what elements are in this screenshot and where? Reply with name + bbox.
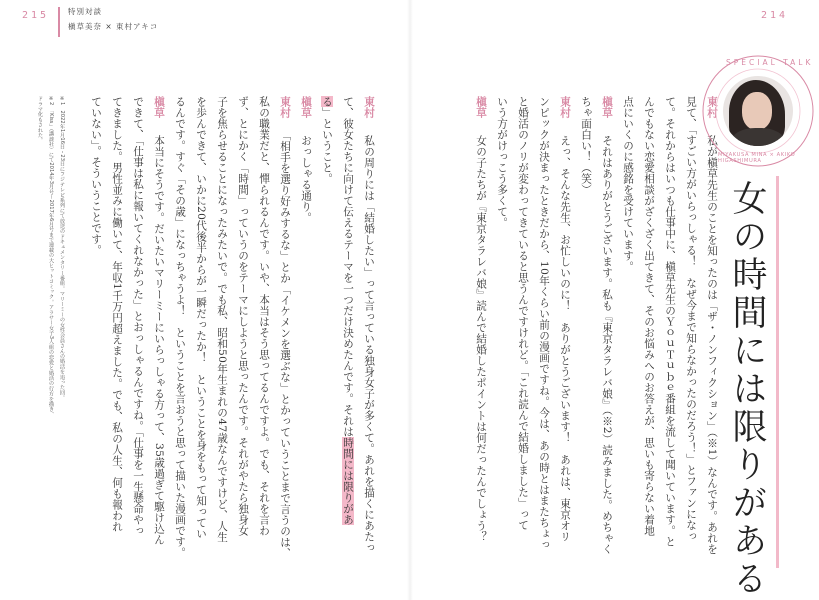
- page-number-right: 214: [761, 10, 789, 21]
- dialogue-line: て、彼女たちに向けて伝えるテーマを一つだけ決めたんです。それは時間には限りがあ: [342, 96, 354, 525]
- badge-names: MIYAKUSA MINA × AKIKO HIGASHIMURA: [718, 152, 796, 164]
- title-accent-rule: [776, 176, 779, 568]
- dialogue-line: を歩んできて、いかに20代後半からが一瞬だったか！ ということを身をもって知ってい: [195, 96, 207, 540]
- page-number-left: 215: [22, 10, 50, 21]
- speaker-label: 東村: [706, 96, 718, 118]
- dialogue-line: できて、「仕事は私に報いてくれなかった」とおっしゃるんですね。「仕事を一生懸命やっ: [132, 96, 144, 537]
- highlighted-phrase: る: [321, 96, 333, 107]
- speaker-label: 東村: [279, 96, 291, 118]
- dialogue-line: ンピックが決まったときだから、10年くらい前の漫画ですね。今は、あの時とはまたちょっ: [538, 96, 550, 551]
- dialogue-line: いう方がけっこう多くて。: [496, 96, 508, 228]
- dialogue-line: 槇草 女の子たちが『東京タラレバ娘』読んで結婚したポイントは何だったんでしょう？: [470, 96, 491, 554]
- photo-shirt: [731, 128, 785, 146]
- special-talk-badge: [699, 52, 817, 170]
- speaker-label: 東村: [559, 96, 571, 118]
- dialogue-line: 東村 私が槇草先生のことを知ったのは「ザ・ノンフィクション」（※1）なんです。あれを: [701, 96, 722, 554]
- dialogue-line: 槇草 それはありがとうございます。私も『東京タラレバ娘』（※2）読みました。めちゃく: [596, 96, 617, 554]
- dialogue-line: ず、とにかく「時間」っていうのをテーマにしようと思ったんです。それがやたら独身女: [237, 96, 249, 536]
- running-head-bar: [58, 7, 60, 37]
- speaker-label: 槇草: [153, 96, 165, 118]
- dialogue-line: る」ということ。: [321, 96, 333, 184]
- dialogue-line: ちゃ面白い！（笑）: [580, 96, 592, 195]
- footnote: ※1 2022年1月16日・23日にフジテレビ系列にて放送のドキュメンタリー番組。マリーミーの女性会員さんの婚活を追った回。: [59, 96, 65, 401]
- article-title: 女の時間には限りがある: [727, 180, 767, 598]
- highlighted-phrase: 時間には限りがあ: [342, 437, 354, 525]
- dialogue-line: 槇草 本当にそうです。だいたいマリーミーにいらっしゃる方って、35歳過ぎて駆け込ん: [148, 96, 169, 554]
- dialogue-line: てきました。男性並みに働いて、年収1千万円超えました。でも、私の人生、何も報われ: [111, 96, 123, 533]
- right-page-body: [470, 96, 722, 554]
- dialogue-line: 槇草 おっしゃる通り。: [295, 96, 316, 554]
- dialogue-line: 子を焦らせることになったみたいで。でも私、昭和50年生まれの47歳なんですけど、人生: [216, 96, 228, 543]
- running-head-title: 特別対談: [68, 7, 102, 16]
- dialogue-line: 私の職業だと、憚られるんです。いや、本当はそう思ってるんですよ。でも、それを言わ: [258, 96, 270, 536]
- footnote: ドラマ化もされた。: [37, 96, 43, 143]
- dialogue-line: 東村 「相手を選り好みするな」とか「イケメンを選ぶな」とかっていうことまで言うのは、: [274, 96, 295, 554]
- portrait-photo-icon: [723, 76, 793, 146]
- left-page-body: [85, 96, 379, 559]
- speaker-label: 槇草: [300, 96, 312, 118]
- dialogue-line: ていない」。そういうことです。: [90, 96, 102, 256]
- page-gutter: [407, 0, 413, 600]
- dialogue-line: んでもない恋愛相談がざくざく出てきて、そのお悩みへのお答えが、思いも寄らない着地: [643, 96, 655, 536]
- dialogue-line: 見て、「すごい方がいらっしゃる！ なぜ今まで知らなかったのだろう！」とファンになっ: [685, 96, 697, 542]
- dialogue-line: 東村 私の周りには「結婚したい」って言っている独身女子が多くて。あれを描くにあたっ: [358, 96, 379, 554]
- dialogue-line: て。それからはいつも仕事中に、槇草先生のＹｏｕＴｕｂｅ番組を流して聞いています。と: [664, 96, 676, 547]
- footnotes: [34, 96, 67, 546]
- running-head: [68, 6, 158, 33]
- badge-label: SPECIAL TALK: [726, 58, 814, 67]
- running-head-names: 槇草美奈 × 東村アキコ: [68, 22, 159, 31]
- dialogue-line: るんです。すぐ「その歳」になっちゃうよ！ ということを言おうと思って描いた漫画です。: [174, 96, 186, 558]
- dialogue-line: と婚活のノリが変わってきていると思うんですけれど。「これ読んで結婚しました」って: [517, 96, 529, 531]
- photo-face: [742, 92, 772, 130]
- dialogue-line: 点にいくのに感銘を受けています。: [622, 96, 634, 272]
- speaker-label: 槇草: [601, 96, 613, 118]
- speaker-label: 槇草: [475, 96, 487, 118]
- footnote: ※2 「Kiss」（講談社）にて2014年3月号〜2017年6月号まで連載の大ヒットコミック。アラサー女子3人組の恋愛と婚活の行方を描き、: [48, 96, 54, 418]
- dialogue-line: 東村 えっ、そんな先生、お忙しいのに！ ありがとうございます！ あれは、東京オリ: [554, 96, 575, 554]
- speaker-label: 東村: [363, 96, 375, 118]
